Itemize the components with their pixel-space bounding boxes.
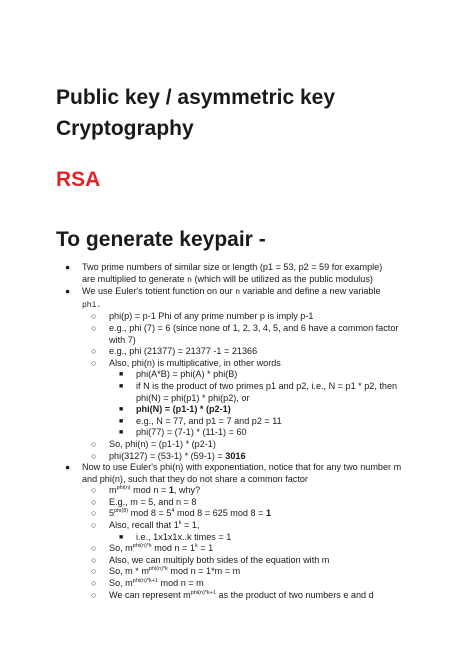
list-item: ○ $5^{phi(8)}$ mod $8 = 5^4$ mod 8 = 625 mod 8 = 1 [91,508,271,519]
list-item: ■ e.g., N = 77, and p1 = 7 and p2 = 11 [119,415,282,426]
bullet-icon: ○ [91,311,97,322]
bullet-icon: ■ [119,371,124,379]
bullet-icon: ○ [91,543,97,554]
list-item: ● Now to use Euler's phi(n) with exponentiation, notice that for any two number m and phi(n), such that they do not share a common factor [65,462,402,484]
list-item: ■ if N is the product of two primes p1 and p2, i.e., N = p1 * p2, then phi(N) = phi(p1) * phi(p2), or [119,380,398,403]
list-item: ■ phi(77) = (7-1) * (11-1) = 60 [119,427,247,438]
bullet-icon: ○ [91,554,97,565]
list-item: ○ So, phi(n) = (p1-1) * (p2-1) [91,438,216,449]
document-title: Public key / asymmetric key Cryptography [56,86,335,140]
generate-keypair-heading: To generate keypair - [56,228,266,251]
list-item: ■ phi(A*B) = phi(A) * phi(B) [119,369,238,380]
list-item: ○ Also, recall that $1^k = 1$, [91,520,200,531]
bullet-icon: ○ [91,508,97,519]
bullet-icon: ■ [119,406,124,414]
list-item: ○ So, $m^{phi(n)*k+1}$ mod n = m [91,578,204,589]
list-item: ○ So, $m^{phi(n)*k}$ mod $n = 1^k = 1$ [91,543,214,554]
list-item: ○ We can represent $m^{phi(n)*k+1}$ as the product of two numbers e and d [91,589,374,600]
list-item: ■ phi(N) = (p1-1) * (p2-1) [119,404,231,415]
list-item: ○ Also, phi(n) is multiplicative, in other words [91,357,281,368]
list-item: ○ e.g., phi (7) = 6 (since none of 1, 2, 3, 4, 5, and 6 have a common factor with 7) [91,322,399,345]
bullet-icon: ○ [91,485,97,496]
bullet-icon: ● [65,262,71,272]
bullet-icon: ○ [91,578,97,589]
bullet-icon: ○ [91,566,97,577]
bullet-icon: ■ [119,429,124,437]
list-item: ● We use Euler's totient function on our n variable and define a new variable phi. [65,286,381,310]
bullet-icon: ○ [91,589,97,600]
bullet-icon: ○ [91,346,97,357]
bullet-icon: ● [65,462,71,473]
list-item: ○ $m^{phi(n)}$ mod n = 1, why? [91,485,201,496]
list-item: ○ E.g., m = 5, and n = 8 [91,496,197,507]
list-item: ○ e.g., phi (21377) = 21377 -1 = 21366 [91,346,258,357]
list-item: ○ So, m * $m^{phi(n)*k}$ mod n = 1*m = m [91,566,241,577]
bullet-icon: ■ [119,382,124,390]
list-item: ○ phi(3127) = (53-1) * (59-1) = 3016 [91,450,246,461]
bullet-icon: ■ [119,417,124,425]
bullet-icon: ○ [91,450,97,461]
bullet-icon: ○ [91,520,97,531]
list-item: ● Two prime numbers of similar size or length (p1 = 53, p2 = 59 for example) are multiplied to generate n (which will be utilized as the public modulus) [65,262,383,285]
list-item: ○ phi(p) = p-1 Phi of any prime number p is imply p-1 [91,311,314,322]
bullet-list [56,262,426,601]
rsa-heading: RSA [56,168,101,191]
bullet-icon: ○ [91,496,97,507]
bullet-icon: ○ [91,438,97,449]
bullet-icon: ○ [91,322,97,333]
bullet-icon: ● [65,286,71,297]
list-item: ○ Also, we can multiply both sides of the equation with m [91,554,330,565]
list-item: ■ i.e., 1x1x1x..k times = 1 [119,531,232,542]
bullet-icon: ■ [119,533,124,541]
bullet-icon: ○ [91,357,97,368]
